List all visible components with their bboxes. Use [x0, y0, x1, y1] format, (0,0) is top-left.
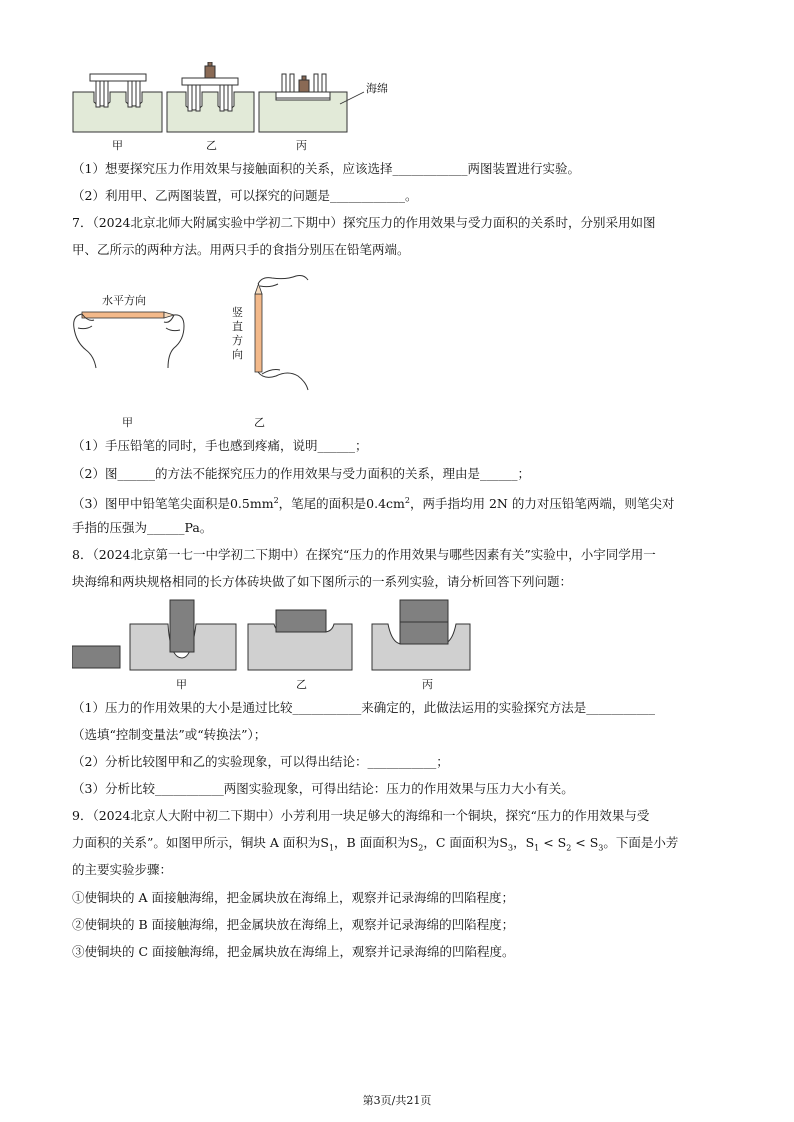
q9-step2: ②使铜块的 B 面接触海绵，把金属块放在海绵上，观察并记录海绵的凹陷程度； — [72, 917, 515, 932]
q8-stem-line2: 块海绵和两块规格相同的长方体砖块做了如下图所示的一系列实验，请分析回答下列问题： — [72, 574, 573, 589]
fig1-label-yi: 乙 — [206, 139, 217, 152]
q7-part2: （2）图______的方法不能探究压力的作用效果与受力面积的关系，理由是______； — [72, 466, 530, 481]
brick-stacked-top — [400, 600, 448, 622]
fig1-sponge-label: 海绵 — [366, 82, 388, 95]
bottom-hand-icon — [258, 370, 308, 391]
figure-bricks-on-sponge — [72, 598, 472, 678]
brick-flat — [276, 610, 326, 632]
table-leg — [104, 81, 108, 107]
top-hand-icon — [258, 276, 308, 287]
table-leg — [290, 74, 294, 92]
q7-area-tip: 0.5mm — [229, 496, 274, 512]
brick-standalone — [72, 646, 120, 668]
q7-stem-line1: 7．（2024北京北师大附属实验中学初二下期中）探究压力的作用效果与受力面积的关系时，分别采用如图 — [72, 215, 656, 230]
q6-part1: （1）想要探究压力作用效果与接触面积的关系，应该选择____________两图装置进行实验。 — [72, 161, 580, 176]
q7-part3: （3）图甲中铅笔笔尖面积是$0.5mm^2$，笔尾的面积是$0.4cm^2$，两手指均用 2N 的力对压铅笔两端，则笔尖对 — [72, 496, 675, 512]
figure-table-on-sponge — [72, 62, 372, 142]
q7-part1: （1）手压铅笔的同时，手也感到疼痛，说明______； — [72, 438, 368, 453]
fig1-label-jia: 甲 — [112, 139, 123, 152]
q9-stem-line2: 力面积的关系”。如图甲所示，铜块 A 面积为$S_1$，B 面面积为$S_2$，C 面面积为$S_3$，$S_1 < S_2 < S_3$。下面是小芳 — [72, 835, 679, 853]
table-leg — [282, 74, 286, 92]
sponge-jia — [73, 92, 162, 132]
fig1-label-bing: 丙 — [296, 139, 307, 152]
q7-fig-horizontal-label: 水平方向 — [102, 294, 146, 307]
table-top-yi — [182, 78, 238, 85]
table-leg — [128, 81, 132, 107]
table-leg — [322, 74, 326, 92]
q9-stem-line3: 的主要实验步骤： — [72, 862, 173, 877]
table-leg — [96, 81, 100, 107]
table-leg — [228, 85, 232, 111]
brick-stacked-bottom — [400, 622, 448, 644]
q8-stem-line1: 8．（2024北京第一七一中学初二下期中）在探究“压力的作用效果与哪些因素有关”实验中，小宇同学用一 — [72, 547, 656, 562]
q8-fig-label-jia: 甲 — [176, 678, 187, 691]
q7-stem-line2: 甲、乙所示的两种方法。用两只手的食指分别压在铅笔两端。 — [72, 242, 410, 257]
sponge-yi — [167, 92, 254, 132]
pencil-horizontal — [82, 312, 164, 318]
q7-fig-label-jia: 甲 — [122, 416, 133, 429]
weight-knob — [302, 76, 306, 80]
q8-part2: （2）分析比较图甲和乙的实验现象，可以得出结论：___________； — [72, 754, 449, 769]
table-leg — [220, 85, 224, 111]
q7-part3-text-a: （3）图甲中铅笔笔尖面积是 — [72, 496, 230, 512]
q8-fig-label-yi: 乙 — [296, 678, 307, 691]
table-leg — [188, 85, 192, 111]
q7-fig-vertical-label: 竖直方向 — [232, 306, 243, 361]
table-leg — [136, 81, 140, 107]
q9-step3: ③使铜块的 C 面接触海绵，把金属块放在海绵上，观察并记录海绵的凹陷程度。 — [72, 944, 515, 959]
q7-fig-label-yi: 乙 — [254, 416, 265, 429]
q8-part1-cont: （选填“控制变量法”或“转换法”）； — [72, 727, 267, 742]
left-hand-icon — [74, 314, 96, 368]
pencil-vertical — [255, 294, 262, 372]
table-leg — [314, 74, 318, 92]
q6-part2: （2）利用甲、乙两图装置，可以探究的问题是____________。 — [72, 188, 418, 203]
weight-bing — [299, 80, 309, 92]
weight-yi — [205, 66, 215, 78]
q8-fig-label-bing: 丙 — [422, 678, 433, 691]
q8-part3: （3）分析比较___________两图实验现象，可得出结论：压力的作用效果与压力大小有关。 — [72, 781, 574, 796]
page-footer: 第3页/共21页 — [362, 1094, 432, 1107]
weight-knob — [208, 62, 212, 66]
q7-part3-text-b: ，笔尾的面积是 — [278, 496, 367, 512]
q7-part3-cont: 手指的压强为______Pa。 — [72, 520, 213, 535]
table-top-jia — [90, 74, 146, 81]
q7-part3-text-c: ，两手指均用 2N 的力对压铅笔两端，则笔尖对 — [410, 496, 675, 512]
right-hand-icon — [164, 315, 184, 368]
pencil-tip — [255, 284, 262, 294]
q9-stem-line1: 9．（2024北京人大附中初二下期中）小芳利用一块足够大的海绵和一个铜块，探究“压力的作用效果与受 — [72, 808, 650, 823]
table-leg — [196, 85, 200, 111]
brick-upright — [170, 600, 194, 652]
q7-area-tail: 0.4cm — [366, 496, 405, 512]
table-top-bing — [276, 92, 330, 98]
q8-part1: （1）压力的作用效果的大小是通过比较___________来确定的，此做法运用的实验探究方法是___________ — [72, 700, 655, 715]
q9-step1: ①使铜块的 A 面接触海绵，把金属块放在海绵上，观察并记录海绵的凹陷程度； — [72, 890, 514, 905]
